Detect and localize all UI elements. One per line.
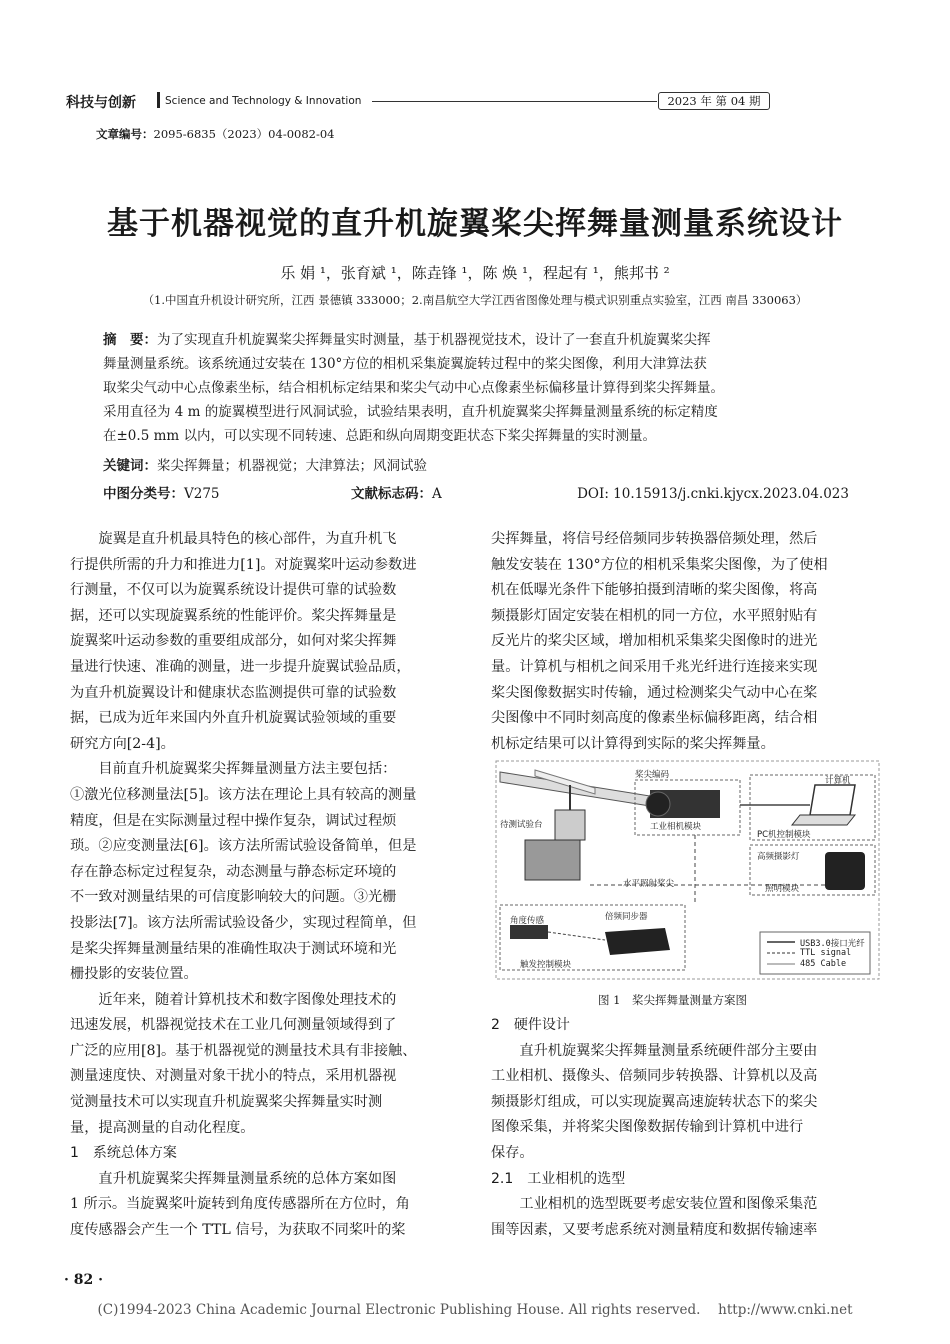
doc-code-value: A	[432, 486, 442, 502]
text-line: 研究方向[2-4]。	[70, 735, 175, 752]
section-heading: 2 硬件设计	[491, 1017, 570, 1033]
text-line: 测量速度快、对测量对象干扰小的特点，采用机器视	[70, 1068, 397, 1085]
header-divider	[157, 92, 160, 108]
abstract-line	[103, 328, 863, 352]
header-rule	[372, 101, 657, 102]
clc-value: V275	[184, 486, 220, 502]
text-line: 保存。	[491, 1144, 534, 1161]
keywords-value: 桨尖挥舞量；机器视觉；大津算法；风洞试验	[157, 458, 427, 474]
clc-label: 中图分类号：	[103, 486, 184, 502]
laptop-screen	[810, 785, 855, 815]
abstract-line: 舞量测量系统。该系统通过安装在 130°方位的相机采集旋翼旋转过程中的桨尖图像，利用大津算法获	[103, 356, 707, 372]
text-line: 觉测量技术可以实现直升机旋翼桨尖挥舞量实时测	[70, 1094, 383, 1111]
abstract-line: 采用直径为 4 m 的旋翼模型进行风洞试验，试验结果表明，直升机旋翼桨尖挥舞量测量系统的标定精度	[103, 404, 718, 420]
doi: DOI: 10.15913/j.cnki.kjycx.2023.04.023	[577, 486, 849, 502]
sensor-line	[548, 932, 605, 940]
text-line: 工业相机的选型既要考虑安装位置和图像采集范	[491, 1196, 818, 1213]
label-camera-module: 工业相机模块	[650, 822, 702, 832]
text-line: ①激光位移测量法[5]。该方法在理论上具有较高的测量	[70, 786, 417, 803]
copyright-footer: (C)1994-2023 China Academic Journal Electronic Publishing House. All rights reserved. http://www.cnki.net	[97, 1302, 853, 1318]
text-line: 行测量，不仅可以为旋翼系统设计提供可靠的试验数	[70, 582, 397, 599]
text-line: 围等因素，又要考虑系统对测量精度和数据传输速率	[491, 1221, 818, 1238]
text-line: 不一致对测量结果的可信度影响较大的问题。③光栅	[70, 889, 397, 906]
text-line: 桨尖图像数据实时传输，通过检测桨尖气动中心在桨	[491, 684, 818, 701]
keywords-label: 关键词：	[103, 458, 157, 474]
text-line: 近年来，随着计算机技术和数字图像处理技术的	[70, 991, 397, 1008]
text-line: 工业相机、摄像头、倍频同步转换器、计算机以及高	[491, 1068, 818, 1085]
authors: 乐 娟 ¹，张育斌 ¹，陈垚锋 ¹，陈 焕 ¹，程起有 ¹，熊邦书 ²	[280, 264, 670, 282]
camera-lens	[646, 792, 670, 816]
text-line: 度传感器会产生一个 TTL 信号，为获取不同桨叶的桨	[70, 1222, 406, 1239]
text-line: 图像采集，并将桨尖图像数据传输到计算机中进行	[491, 1119, 804, 1136]
article-number-value: 2095-6835（2023）04-0082-04	[153, 127, 335, 141]
hs-light	[825, 852, 865, 890]
text-line: 存在静态标定过程复杂，动态测量与静态标定环境的	[70, 863, 397, 880]
page-number: · 82 ·	[64, 1272, 103, 1288]
left-column	[70, 527, 416, 1244]
keywords	[103, 454, 863, 478]
text-line: 投影法[7]。该方法所需试验设备少，实现过程简单，但	[70, 914, 417, 931]
text-line: 行提供所需的升力和推进力[1]。对旋翼桨叶运动参数进	[70, 556, 417, 573]
text-line: 旋翼是直升机最具特色的核心部件，为直升机飞	[70, 531, 397, 547]
figure-1	[495, 760, 880, 980]
text-line: 迅速发展，机器视觉技术在工业几何测量领域得到了	[70, 1017, 397, 1034]
label-tip-mark: 桨尖编码	[635, 770, 670, 780]
page-title: 基于机器视觉的直升机旋翼桨尖挥舞量测量系统设计	[107, 206, 843, 242]
text-line: 广泛的应用[8]。基于机器视觉的测量技术具有非接触、	[70, 1042, 417, 1059]
laptop-base	[792, 815, 855, 825]
legend-fiber: USB3.0接口光纤	[800, 939, 865, 949]
text-line: 触发安装在 130°方位的相机采集桨尖图像，为了使相	[491, 556, 828, 573]
article-number	[96, 126, 335, 142]
legend-ttl: TTL signal	[800, 948, 852, 958]
label-hs-light: 高频摄影灯	[757, 852, 800, 862]
article-number-label: 文章编号：	[96, 127, 154, 141]
text-line: 直升机旋翼桨尖挥舞量测量系统硬件部分主要由	[491, 1042, 818, 1059]
text-line: 量进行快速、准确的测量，进一步提升旋翼试验品质，	[70, 658, 411, 675]
text-line: 栅投影的安装位置。	[70, 966, 198, 983]
text-line: 是桨尖挥舞量测量结果的准确性取决于测试环境和光	[70, 940, 397, 957]
label-computer: 计算机	[825, 776, 851, 786]
label-trigger-module: 触发控制模块	[520, 960, 572, 970]
doc-code-label: 文献标志码：	[351, 486, 432, 502]
label-test-bench: 待测试验台	[500, 820, 543, 830]
label-pc-module: PC机控制模块	[757, 830, 811, 840]
issue-badge: 2023 年 第 04 期	[658, 92, 770, 110]
abstract-text: 为了实现直升机旋翼桨尖挥舞量实时测量，基于机器视觉技术，设计了一套直升机旋翼桨尖挥	[157, 332, 711, 348]
abstract-label: 摘 要：	[103, 332, 157, 348]
right-column-top	[491, 527, 828, 757]
label-horiz-light: 水平照射桨尖	[623, 879, 675, 889]
sync-box	[605, 928, 670, 955]
legend-485: 485 Cable	[800, 959, 847, 969]
journal-name: 科技与创新	[66, 95, 136, 111]
figure-caption: 图 1 桨尖挥舞量测量方案图	[598, 993, 747, 1007]
text-line: 1 所示。当旋翼桨叶旋转到角度传感器所在方位时，角	[70, 1196, 410, 1213]
text-line: 为直升机旋翼设计和健康状态监测提供可靠的试验数	[70, 684, 397, 701]
label-sync: 倍频同步器	[605, 912, 648, 922]
text-line: 量，提高测量的自动化程度。	[70, 1119, 255, 1136]
text-line: 琐。②应变测量法[6]。该方法所需试验设备简单，但是	[70, 838, 417, 855]
text-line: 尖挥舞量，将信号经倍频同步转换器倍频处理，然后	[491, 531, 818, 547]
abstract-line: 取桨尖气动中心点像素坐标，结合相机标定结果和桨尖气动中心点像素坐标偏移量计算得到桨尖挥舞量。	[103, 380, 724, 396]
text-line: 反光片的桨尖区域，增加相机采集桨尖图像时的进光	[491, 633, 818, 650]
affiliation: （1.中国直升机设计研究所，江西 景德镇 333000；2.南昌航空大学江西省图像处理与模式识别重点实验室，江西 南昌 330063）	[142, 293, 808, 307]
right-column-bottom	[491, 1013, 817, 1243]
journal-name-en: Science and Technology & Innovation	[165, 95, 362, 107]
classification-row	[103, 482, 863, 506]
text-line: 目前直升机旋翼桨尖挥舞量测量方法主要包括：	[70, 761, 397, 778]
text-line: 频摄影灯固定安装在相机的同一方位，水平照射贴有	[491, 607, 818, 624]
text-line: 机标定结果可以计算得到实际的桨尖挥舞量。	[491, 735, 775, 752]
angle-sensor	[510, 925, 548, 939]
text-line: 频摄影灯组成，可以实现旋翼高速旋转状态下的桨尖	[491, 1093, 818, 1110]
label-angle-sensor: 角度传感	[510, 916, 545, 926]
test-bench-base	[525, 840, 580, 880]
test-bench-top	[555, 810, 585, 840]
text-line: 量。计算机与相机之间采用千兆光纤进行连接来实现	[491, 658, 818, 675]
text-line: 精度，但是在实际测量过程中操作复杂，调试过程烦	[70, 812, 397, 829]
section-heading: 2.1 工业相机的选型	[491, 1170, 626, 1187]
abstract-line: 在±0.5 mm 以内，可以实现不同转速、总距和纵向周期变距状态下桨尖挥舞量的实时测量。	[103, 428, 656, 444]
text-line: 旋翼桨叶运动参数的重要组成部分，如何对桨尖挥舞	[70, 633, 397, 650]
text-line: 据，还可以实现旋翼系统的性能评价。桨尖挥舞量是	[70, 607, 397, 624]
label-light-module: 照明模块	[765, 884, 800, 894]
text-line: 直升机旋翼桨尖挥舞量测量系统的总体方案如图	[70, 1170, 397, 1187]
text-line: 机在低曝光条件下能够拍摄到清晰的桨尖图像，将高	[491, 582, 818, 599]
text-line: 据，已成为近年来国内外直升机旋翼试验领域的重要	[70, 710, 397, 727]
section-heading: 1 系统总体方案	[70, 1145, 177, 1162]
text-line: 尖图像中不同时刻高度的像素坐标偏移距离，结合相	[491, 710, 818, 727]
